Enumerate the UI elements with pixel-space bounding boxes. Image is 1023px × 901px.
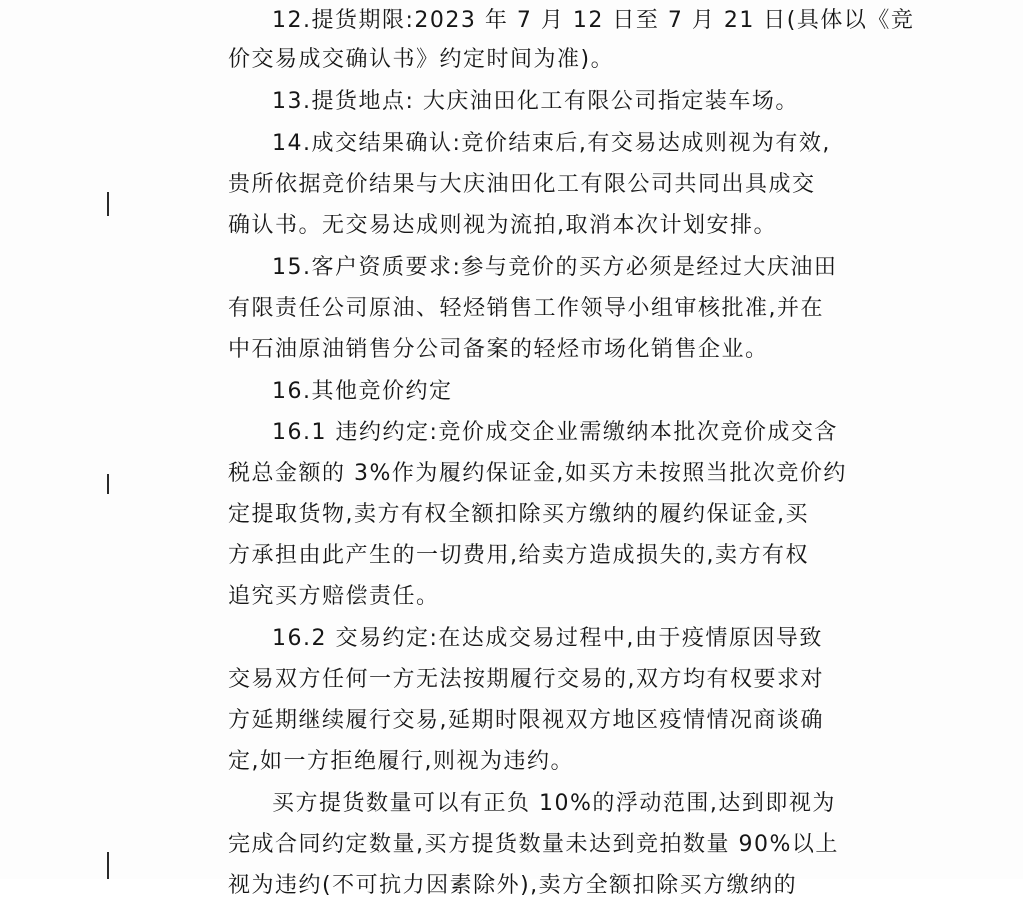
clause-16-1-line-5: 追究买方赔偿责任。: [228, 584, 440, 609]
clause-14-line-2: 贵所依据竞价结果与大庆油田化工有限公司共同出具成交: [228, 172, 816, 197]
clause-15-line-2: 有限责任公司原油、轻烃销售工作领导小组审核批准,并在: [228, 296, 824, 321]
clause-16-2-line-2: 交易双方任何一方无法按期履行交易的,双方均有权要求对: [228, 667, 824, 692]
scan-edge-mark: [107, 474, 109, 494]
clause-13-line-1: 13.提货地点: 大庆油田化工有限公司指定装车场。: [272, 89, 799, 114]
clause-16-1-line-3: 定提取货物,卖方有权全额扣除买方缴纳的履约保证金,买: [228, 502, 809, 527]
clause-15-line-3: 中石油原油销售分公司备案的轻烃市场化销售企业。: [228, 337, 769, 362]
clause-14-line-1: 14.成交结果确认:竞价结束后,有交易达成则视为有效,: [272, 131, 831, 156]
delivery-quantity-line-2: 完成合同约定数量,买方提货数量未达到竞拍数量 90%以上: [228, 832, 839, 857]
clause-16-2-line-3: 方延期继续履行交易,延期时限视双方地区疫情情况商谈确: [228, 708, 824, 733]
clause-14-line-3: 确认书。无交易达成则视为流拍,取消本次计划安排。: [228, 213, 777, 238]
clause-16-1-line-2: 税总金额的 3%作为履约保证金,如买方未按照当批次竞价约: [228, 461, 847, 486]
scan-edge-mark: [107, 192, 109, 216]
clause-12-line-1: 12.提货期限:2023 年 7 月 12 日至 7 月 21 日(具体以《竞: [272, 8, 915, 33]
clause-15-line-1: 15.客户资质要求:参与竞价的买方必须是经过大庆油田: [272, 255, 838, 280]
delivery-quantity-line-3: 视为违约(不可抗力因素除外),卖方全额扣除买方缴纳的: [228, 873, 798, 898]
clause-16-2-line-4: 定,如一方拒绝履行,则视为违约。: [228, 749, 574, 774]
scan-edge-mark: [107, 852, 109, 879]
clause-12-line-2: 价交易成交确认书》约定时间为准)。: [228, 47, 615, 72]
clause-16-heading: 16.其他竞价约定: [272, 379, 453, 404]
delivery-quantity-line-1: 买方提货数量可以有正负 10%的浮动范围,达到即视为: [272, 791, 836, 816]
clause-16-1-line-4: 方承担由此产生的一切费用,给卖方造成损失的,卖方有权: [228, 543, 809, 568]
clause-16-2-line-1: 16.2 交易约定:在达成交易过程中,由于疫情原因导致: [272, 626, 823, 651]
clause-16-1-line-1: 16.1 违约约定:竞价成交企业需缴纳本批次竞价成交含: [272, 420, 838, 445]
